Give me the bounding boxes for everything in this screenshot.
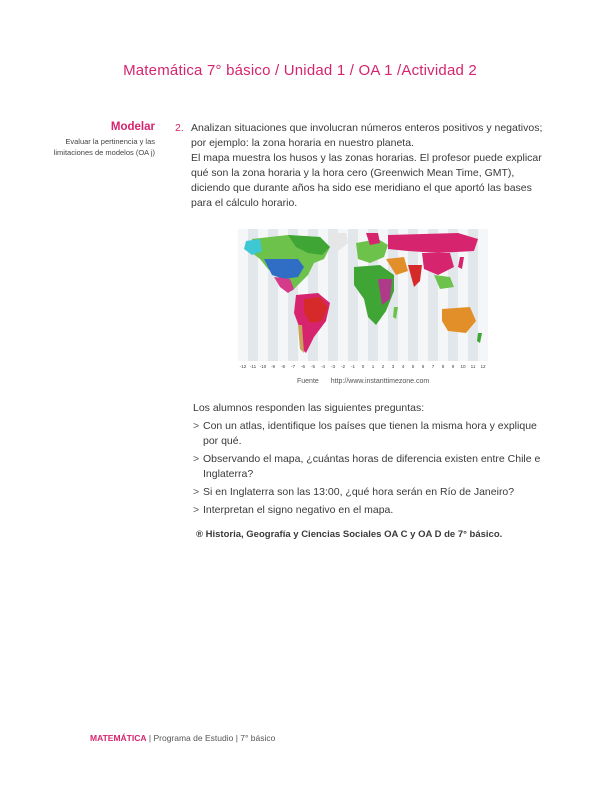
activity-paragraph: Analizan situaciones que involucran números enteros positivos y negativos; por ejemplo: la zona horaria en nuestro planeta. [191,122,543,149]
time-zone-label: -5 [310,364,316,369]
list-item [193,503,543,518]
time-zone-label: -9 [270,364,276,369]
time-zone-label: -2 [340,364,346,369]
list-item [193,452,543,482]
time-zone-label: 2 [381,364,385,369]
question-text: Interpretan el signo negativo en el mapa. [203,504,394,516]
time-zone-label: 0 [361,364,365,369]
questions-list [193,419,543,518]
side-label-heading: Modelar [110,121,155,133]
bullet-icon: > [193,486,200,498]
questions-block [193,401,543,521]
time-zone-label: 8 [441,364,445,369]
bullet-icon: > [193,504,200,516]
time-zone-label: 6 [421,364,425,369]
activity-number: 2. [175,122,184,134]
time-zone-label: -4 [320,364,326,369]
list-item [193,485,543,500]
time-zone-label: 4 [401,364,405,369]
time-zone-label: 9 [451,364,455,369]
page-footer [90,733,275,743]
footer-separator: | [148,733,152,743]
map-source-url[interactable]: http://www.instanttimezone.com [330,378,430,385]
bullet-icon: > [193,453,200,465]
time-zone-label: -10 [259,364,267,369]
side-label [40,121,155,158]
time-zone-label: 1 [371,364,375,369]
list-item [193,419,543,449]
map-source [297,378,439,385]
questions-intro: Los alumnos responden las siguientes preguntas: [193,402,425,414]
time-zone-label: 5 [411,364,415,369]
question-text: Con un atlas, identifique los países que tienen la misma hora y explique por qué. [203,420,537,447]
footer-separator: | [235,733,238,743]
time-zone-label: -6 [300,364,306,369]
russia [388,233,478,253]
bullet-icon: > [193,420,200,432]
footer-subject: MATEMÁTICA [90,733,147,743]
time-zone-label: -12 [239,364,247,369]
time-zone-label: -7 [290,364,296,369]
activity-block [175,121,555,211]
time-zone-label: 10 [460,364,466,369]
cross-reference: ® Historia, Geografía y Ciencias Sociales OA C y OA D de 7° básico. [196,529,503,540]
question-text: Si en Inglaterra son las 13:00, ¿qué hora serán en Río de Janeiro? [203,486,515,498]
time-zone-map [238,229,488,369]
time-zone-stripe [348,229,358,361]
time-zone-label: 11 [470,364,476,369]
map-source-label: Fuente [297,378,319,385]
time-zone-label: -8 [280,364,286,369]
page-title: Matemática 7° básico / Unidad 1 / OA 1 /Actividad 2 [123,62,477,79]
time-zone-label: -1 [350,364,356,369]
side-label-description: Evaluar la pertinencia y las limitaciones de modelos (OA j) [53,137,155,157]
time-zone-label: 7 [431,364,435,369]
footer-program: Programa de Estudio [153,733,234,743]
activity-paragraph: El mapa muestra los husos y las zonas horarias. El profesor puede explicar qué son la zona horaria y la hora cero (Greenwich Mean Time, GMT), diciendo que durante años ha sido ese meridiano el que aportó las bases para el cálculo horario. [191,152,542,209]
time-zone-label: 12 [480,364,486,369]
time-zone-label: -3 [330,364,336,369]
time-zone-label: 3 [391,364,395,369]
footer-grade: 7° básico [240,733,276,743]
time-zone-map-graphic [238,229,488,369]
time-zone-label: -11 [249,364,257,369]
question-text: Observando el mapa, ¿cuántas horas de diferencia existen entre Chile e Inglaterra? [203,453,541,480]
